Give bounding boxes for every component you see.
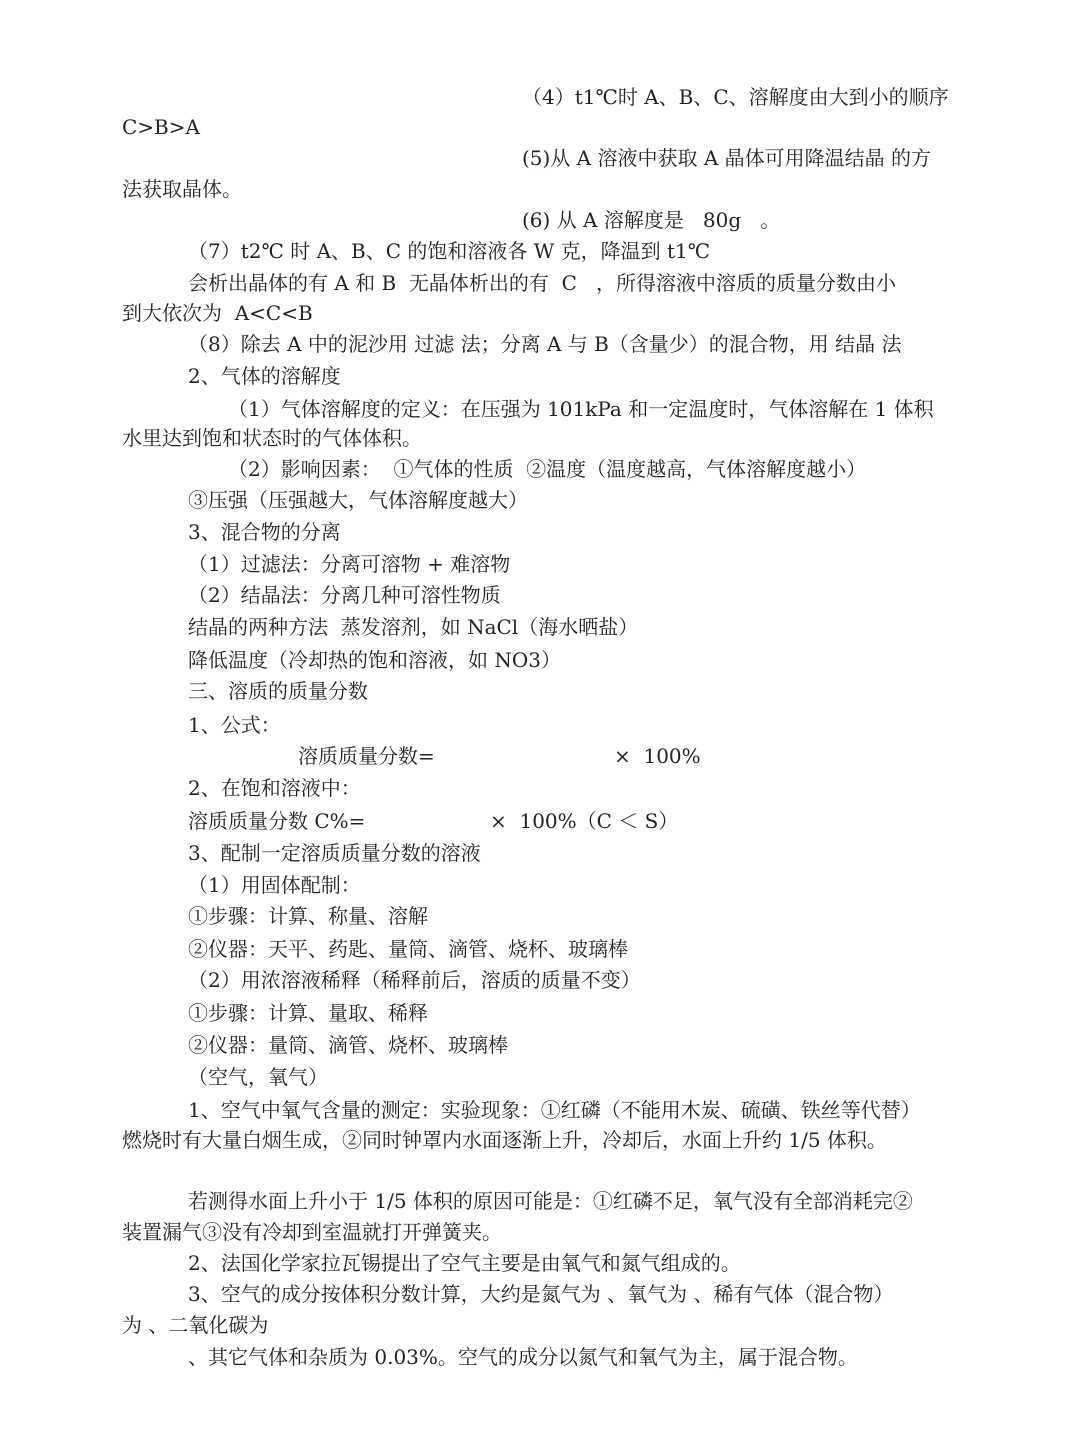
text-line: 法获取晶体。 <box>122 177 242 201</box>
text-line: （2）用浓溶液稀释（稀释前后，溶质的质量不变） <box>188 968 641 992</box>
section-heading: 2、气体的溶解度 <box>188 364 341 388</box>
text-line: C>B>A <box>122 115 200 139</box>
text-line: ①步骤：计算、称量、溶解 <box>188 904 428 928</box>
text-line: 到大依次为 A<C<B <box>122 301 313 325</box>
formula-factor: × 100% <box>614 744 701 768</box>
text-line: 2、法国化学家拉瓦锡提出了空气主要是由氧气和氮气组成的。 <box>188 1251 741 1275</box>
text-line: 3、空气的成分按体积分数计算，大约是氮气为 、氧气为 、稀有气体（混合物） <box>188 1282 894 1306</box>
text-line: （2）影响因素： ①气体的性质 ②温度（温度越高，气体溶解度越小） <box>228 457 867 481</box>
text-line: 会析出晶体的有 A 和 B 无晶体析出的有 C ，所得溶液中溶质的质量分数由小 <box>188 271 897 295</box>
text-line: 燃烧时有大量白烟生成，②同时钟罩内水面逐渐上升，冷却后，水面上升约 1/5 体积。 <box>122 1128 887 1152</box>
text-line: ②仪器：量筒、滴管、烧杯、玻璃棒 <box>188 1033 508 1057</box>
section-heading: 三、溶质的质量分数 <box>188 679 368 703</box>
text-line: 、其它气体和杂质为 0.03%。空气的成分以氮气和氧气为主，属于混合物。 <box>188 1345 858 1369</box>
formula-factor: × 100%（C ＜ S） <box>490 809 679 833</box>
text-line: 1、空气中氧气含量的测定：实验现象：①红磷（不能用木炭、硫磺、铁丝等代替） <box>188 1098 921 1122</box>
formula-label: 溶质质量分数 C%= <box>188 809 366 833</box>
text-line: （1）过滤法：分离可溶物 + 难溶物 <box>188 552 511 576</box>
section-heading: 3、混合物的分离 <box>188 520 341 544</box>
text-line: ①步骤：计算、量取、稀释 <box>188 1001 428 1025</box>
text-line: ②仪器：天平、药匙、量筒、滴管、烧杯、玻璃棒 <box>188 937 628 961</box>
text-line: 若测得水面上升小于 1/5 体积的原因可能是：①红磷不足，氧气没有全部消耗完② <box>188 1189 913 1213</box>
text-line: （1）用固体配制： <box>188 873 361 897</box>
text-line: 结晶的两种方法 蒸发溶剂，如 NaCl（海水晒盐） <box>188 615 639 639</box>
text-line: (5)从 A 溶液中获取 A 晶体可用降温结晶 的方 <box>522 146 932 170</box>
text-line: ③压强（压强越大，气体溶解度越大） <box>188 488 528 512</box>
text-line: 降低温度（冷却热的饱和溶液，如 NO3） <box>188 648 561 672</box>
text-line: （2）结晶法：分离几种可溶性物质 <box>188 583 501 607</box>
text-line: 1、公式： <box>188 713 281 737</box>
formula-label: 溶质质量分数= <box>298 744 435 768</box>
text-line: （1）气体溶解度的定义：在压强为 101kPa 和一定温度时，气体溶解在 1 体积 <box>228 397 934 421</box>
section-heading: （空气，氧气） <box>188 1065 328 1089</box>
text-line: 装置漏气③没有冷却到室温就打开弹簧夹。 <box>122 1220 502 1244</box>
text-line: （4）t1℃时 A、B、C、溶解度由大到小的顺序 <box>522 85 949 109</box>
text-line: 2、在饱和溶液中： <box>188 776 361 800</box>
text-line: （8）除去 A 中的泥沙用 过滤 法；分离 A 与 B（含量少）的混合物，用 结晶 法 <box>188 332 902 356</box>
text-line: （7）t2℃ 时 A、B、C 的饱和溶液各 W 克，降温到 t1℃ <box>188 239 711 263</box>
section-heading: 3、配制一定溶质质量分数的溶液 <box>188 841 481 865</box>
text-line: 水里达到饱和状态时的气体体积。 <box>122 426 422 450</box>
text-line: (6) 从 A 溶解度是 80g 。 <box>522 208 781 232</box>
text-line: 为 、二氧化碳为 <box>122 1313 269 1337</box>
